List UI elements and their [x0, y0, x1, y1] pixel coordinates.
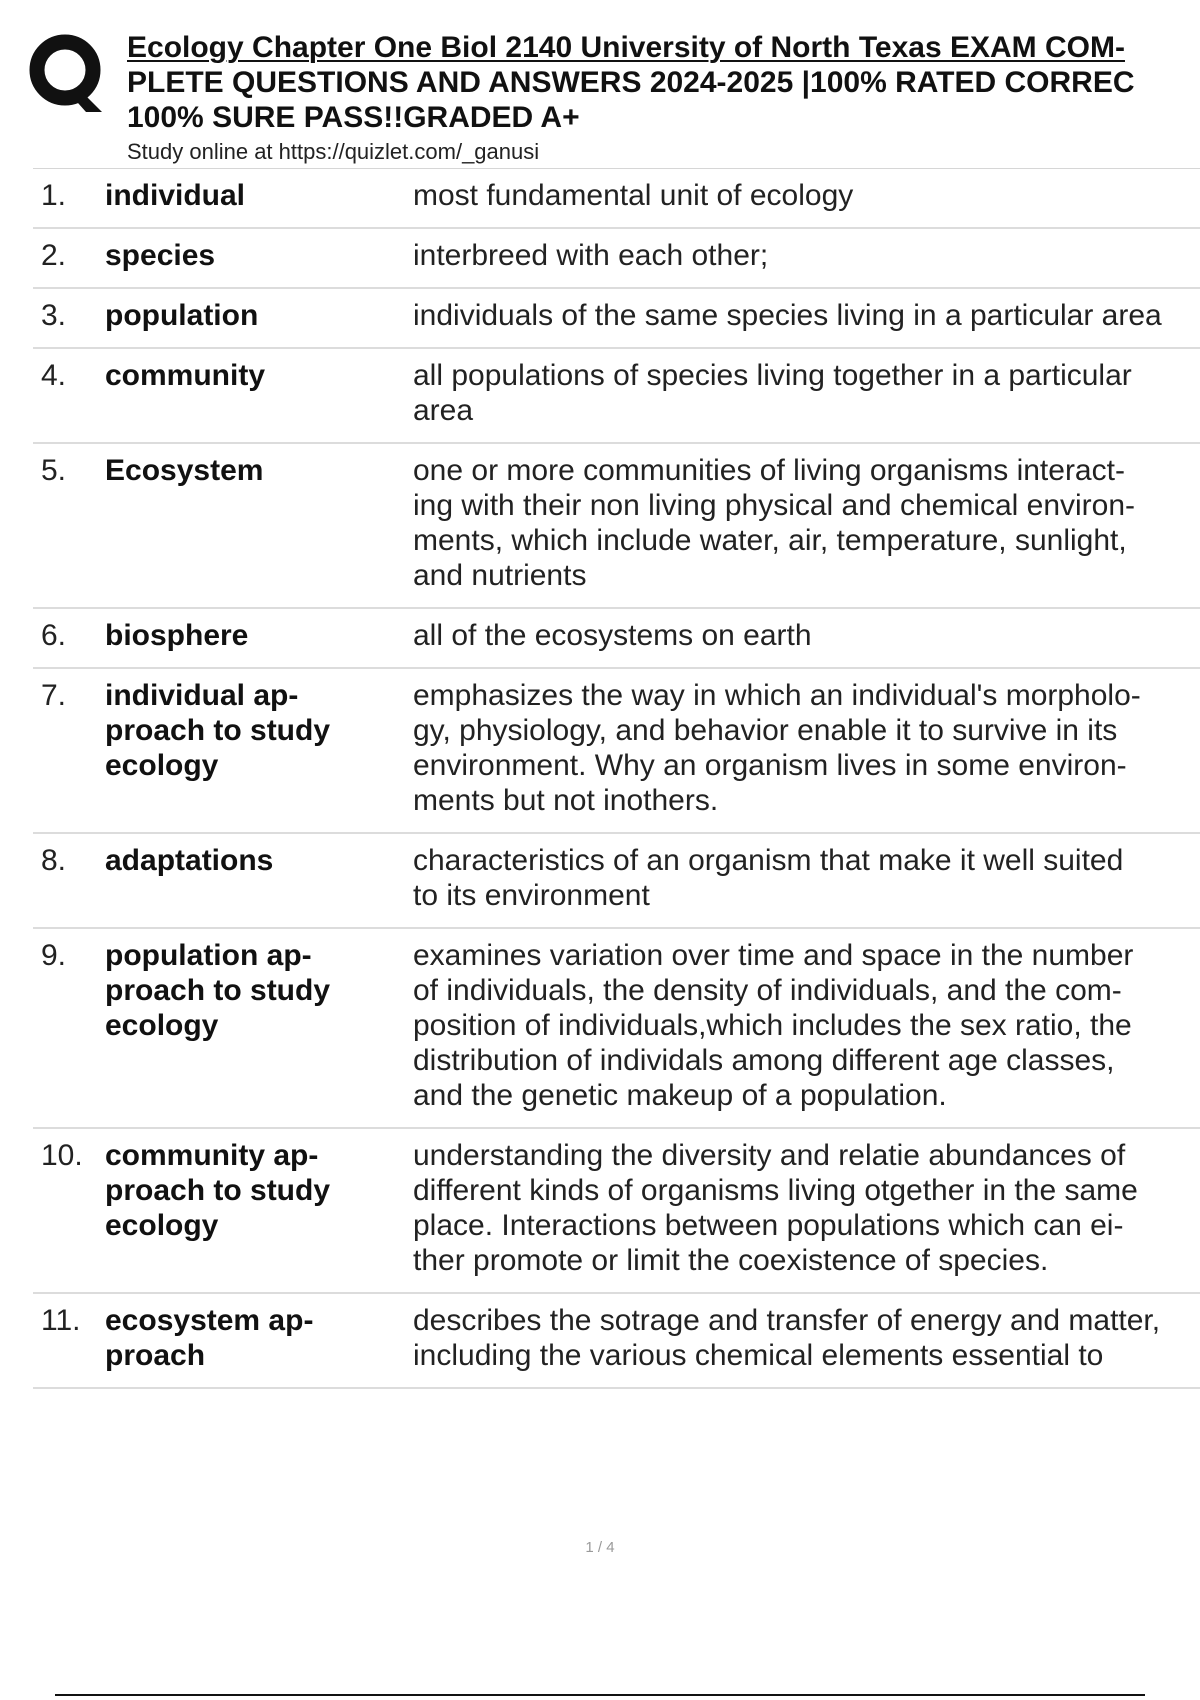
- card-number: 3.: [41, 299, 67, 332]
- title-line-1: Ecology Chapter One Biol 2140 University of North Texas EXAM COM-: [127, 31, 1125, 64]
- card-definition-line: understanding the diversity and relatie abundances of: [413, 1139, 1126, 1172]
- title-line-3: 100% SURE PASS!!GRADED A+: [127, 101, 580, 134]
- card-term-line: species: [105, 239, 216, 272]
- card-definition-line: environment. Why an organism lives in some environ-: [413, 749, 1127, 782]
- card-term: [105, 938, 413, 1113]
- card-term-line: proach to study: [105, 714, 331, 747]
- card-definition: [413, 1303, 1200, 1373]
- card-definition-line: different kinds of organisms living otgether in the same: [413, 1174, 1138, 1207]
- card-definition-line: characteristics of an organism that make it well suited: [413, 844, 1124, 877]
- bottom-divider: [55, 1694, 1145, 1696]
- card-definition: [413, 618, 1200, 653]
- card-term-line: proach: [105, 1339, 206, 1372]
- card-definition-line: place. Interactions between populations which can ei-: [413, 1209, 1124, 1242]
- card-definition: [413, 1138, 1200, 1278]
- card-definition-line: of individuals, the density of individuals, and the com-: [413, 974, 1122, 1007]
- card-number: 5.: [41, 454, 67, 487]
- card-definition-line: ther promote or limit the coexistence of species.: [413, 1244, 1049, 1277]
- card-term: [105, 178, 413, 213]
- card-row: [33, 444, 1200, 609]
- card-term: [105, 453, 413, 593]
- card-definition-line: distribution of individals among different age classes,: [413, 1044, 1115, 1077]
- card-definition-line: gy, physiology, and behavior enable it to survive in its: [413, 714, 1118, 747]
- card-row: [33, 169, 1200, 229]
- study-online-link[interactable]: Study online at https://quizlet.com/_ganusi: [127, 139, 540, 164]
- card-definition-line: including the various chemical elements essential to: [413, 1339, 1104, 1372]
- card-term-line: biosphere: [105, 619, 249, 652]
- card-definition-line: area: [413, 394, 474, 427]
- card-definition-line: emphasizes the way in which an individual's morpholo-: [413, 679, 1141, 712]
- card-row: [33, 609, 1200, 669]
- card-definition-line: most fundamental unit of ecology: [413, 179, 854, 212]
- card-definition: [413, 843, 1200, 913]
- card-term: [105, 618, 413, 653]
- page-indicator: 1 / 4: [585, 1539, 615, 1556]
- card-term: [105, 678, 413, 818]
- card-term: [105, 843, 413, 913]
- card-definition: [413, 938, 1200, 1113]
- card-definition-line: and the genetic makeup of a population.: [413, 1079, 947, 1112]
- card-term-line: ecosystem ap-: [105, 1304, 314, 1337]
- card-row: [33, 289, 1200, 349]
- card-definition-line: individuals of the same species living in a particular area: [413, 299, 1162, 332]
- card-number: 6.: [41, 619, 67, 652]
- card-term-line: Ecosystem: [105, 454, 264, 487]
- document-header: [127, 30, 1200, 167]
- card-definition: [413, 238, 1200, 273]
- card-definition: [413, 678, 1200, 818]
- card-definition-line: ing with their non living physical and chemical environ-: [413, 489, 1136, 522]
- card-row: [33, 929, 1200, 1129]
- card-number: 8.: [41, 844, 67, 877]
- card-number: 11.: [41, 1304, 81, 1337]
- card-definition: [413, 178, 1200, 213]
- card-definition: [413, 358, 1200, 428]
- card-term-line: ecology: [105, 1009, 219, 1042]
- card-definition-line: ments but not inothers.: [413, 784, 719, 817]
- card-term: [105, 238, 413, 273]
- card-definition-line: describes the sotrage and transfer of energy and matter,: [413, 1304, 1161, 1337]
- card-row: [33, 1129, 1200, 1294]
- flashcard-list: [33, 169, 1200, 1479]
- card-definition: [413, 453, 1200, 593]
- card-row: [33, 229, 1200, 289]
- card-term: [105, 1303, 413, 1373]
- card-definition-line: interbreed with each other;: [413, 239, 769, 272]
- card-term-line: population ap-: [105, 939, 312, 972]
- card-term: [105, 298, 413, 333]
- card-definition-line: one or more communities of living organisms interact-: [413, 454, 1125, 487]
- card-definition-line: ments, which include water, air, temperature, sunlight,: [413, 524, 1127, 557]
- card-term: [105, 1138, 413, 1278]
- card-number: 4.: [41, 359, 67, 392]
- card-definition-line: position of individuals,which includes the sex ratio, the: [413, 1009, 1132, 1042]
- card-row: [33, 669, 1200, 834]
- card-term: [105, 358, 413, 428]
- card-definition-line: and nutrients: [413, 559, 587, 592]
- card-term-line: community ap-: [105, 1139, 319, 1172]
- card-number: 1.: [41, 179, 67, 212]
- card-term-line: population: [105, 299, 259, 332]
- card-row: [33, 349, 1200, 444]
- card-definition-line: all populations of species living together in a particular: [413, 359, 1132, 392]
- card-term-line: individual ap-: [105, 679, 299, 712]
- card-row: [33, 1294, 1200, 1389]
- card-number: 9.: [41, 939, 67, 972]
- card-definition-line: all of the ecosystems on earth: [413, 619, 812, 652]
- card-term-line: ecology: [105, 749, 219, 782]
- card-term-line: proach to study: [105, 1174, 331, 1207]
- card-number: 7.: [41, 679, 67, 712]
- card-term-line: community: [105, 359, 266, 392]
- card-term-line: proach to study: [105, 974, 331, 1007]
- card-term-line: ecology: [105, 1209, 219, 1242]
- title-line-2: PLETE QUESTIONS AND ANSWERS 2024-2025 |100% RATED CORREC: [127, 66, 1135, 99]
- card-row: [33, 834, 1200, 929]
- card-term-line: adaptations: [105, 844, 274, 877]
- card-number: 10.: [41, 1139, 83, 1172]
- card-definition-line: to its environment: [413, 879, 650, 912]
- quizlet-q-logo-icon: [28, 32, 106, 114]
- card-number: 2.: [41, 239, 67, 272]
- card-definition: [413, 298, 1200, 333]
- card-definition-line: examines variation over time and space in the number: [413, 939, 1134, 972]
- card-term-line: individual: [105, 179, 246, 212]
